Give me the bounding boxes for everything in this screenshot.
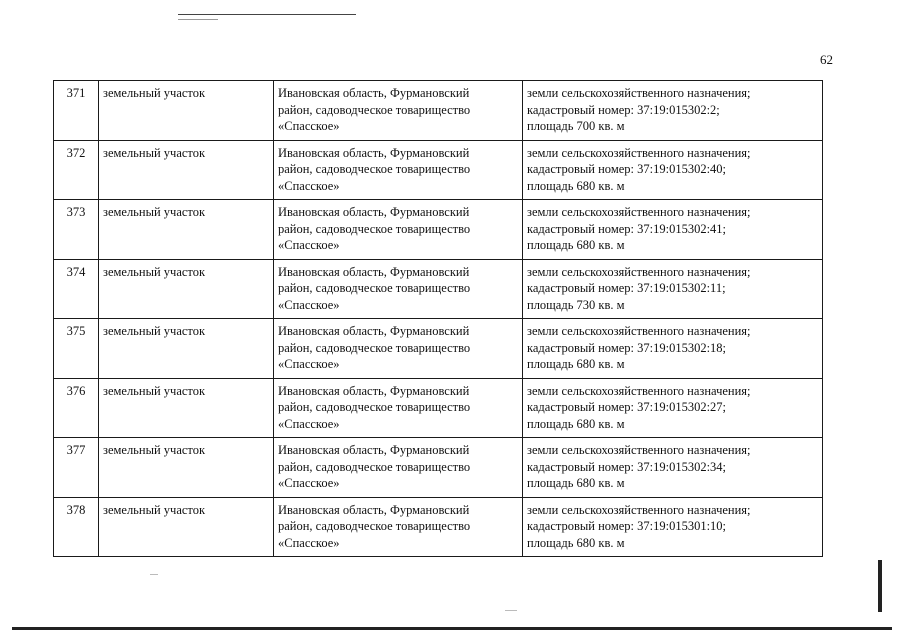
row-number-cell [54, 259, 99, 319]
table-row [54, 378, 823, 438]
land-plots-table [53, 80, 823, 557]
object-type: земельный участок [103, 443, 206, 457]
table-row [54, 259, 823, 319]
address-cell [274, 319, 523, 379]
table-row [54, 319, 823, 379]
row-number: 377 [66, 443, 86, 457]
scan-artifact-top-dash [178, 19, 218, 20]
row-number: 374 [66, 264, 86, 279]
row-number-cell [54, 81, 99, 141]
object-type: земельный участок [103, 383, 206, 398]
description-cell [523, 200, 823, 260]
row-number: 373 [66, 205, 86, 219]
row-number-cell [54, 378, 99, 438]
table-row [54, 81, 823, 141]
description-cell [523, 81, 823, 141]
row-number-cell [54, 497, 99, 557]
description-line: земли сельскохозяйственного назначения; [527, 502, 751, 517]
description-line: площадь 680 кв. м [527, 416, 625, 431]
address-line: район, садоводческое товарищество [278, 400, 471, 414]
description-line: площадь 680 кв. м [527, 535, 625, 550]
description-line: земли сельскохозяйственного назначения; [527, 264, 751, 279]
description-line: кадастровый номер: 37:19:015302:40; [527, 162, 727, 176]
scan-artifact-smudge [505, 610, 517, 611]
row-number: 376 [66, 383, 86, 398]
address-line: район, садоводческое товарищество [278, 340, 471, 355]
scan-artifact-smudge [150, 574, 158, 575]
description-line: кадастровый номер: 37:19:015301:10; [527, 519, 727, 533]
description-line: кадастровый номер: 37:19:015302:27; [527, 400, 727, 414]
object-type-cell [99, 81, 274, 141]
object-type-cell [99, 259, 274, 319]
object-type: земельный участок [103, 86, 206, 100]
address-line: Ивановская область, Фурмановский [278, 145, 470, 160]
address-line: «Спасское» [278, 297, 340, 312]
address-line: Ивановская область, Фурмановский [278, 383, 470, 398]
description-line: площадь 730 кв. м [527, 297, 625, 312]
description-line: площадь 680 кв. м [527, 476, 625, 490]
address-line: район, садоводческое товарищество [278, 281, 471, 295]
object-type-cell [99, 319, 274, 379]
address-line: Ивановская область, Фурмановский [278, 86, 470, 100]
address-cell [274, 378, 523, 438]
description-line: кадастровый номер: 37:19:015302:34; [527, 459, 727, 474]
row-number: 372 [66, 145, 86, 160]
address-line: «Спасское» [278, 178, 340, 193]
address-cell [274, 200, 523, 260]
description-line: земли сельскохозяйственного назначения; [527, 443, 751, 457]
address-line: район, садоводческое товарищество [278, 459, 471, 474]
address-line: район, садоводческое товарищество [278, 162, 471, 176]
address-line: район, садоводческое товарищество [278, 102, 471, 117]
table-row [54, 200, 823, 260]
address-line: «Спасское» [278, 238, 340, 252]
object-type-cell [99, 140, 274, 200]
address-cell [274, 140, 523, 200]
address-line: «Спасское» [278, 357, 340, 371]
description-line: площадь 700 кв. м [527, 119, 625, 133]
address-line: «Спасское» [278, 476, 340, 490]
address-line: Ивановская область, Фурмановский [278, 502, 470, 517]
address-line: район, садоводческое товарищество [278, 221, 471, 236]
object-type: земельный участок [103, 145, 206, 160]
description-line: кадастровый номер: 37:19:015302:11; [527, 281, 726, 295]
address-line: Ивановская область, Фурмановский [278, 264, 470, 279]
row-number-cell [54, 319, 99, 379]
table-body [54, 81, 823, 557]
scan-artifact-top-line [178, 14, 356, 15]
description-cell [523, 438, 823, 498]
description-cell [523, 319, 823, 379]
address-line: Ивановская область, Фурмановский [278, 324, 470, 338]
description-line: земли сельскохозяйственного назначения; [527, 324, 751, 338]
object-type: земельный участок [103, 205, 206, 219]
description-line: площадь 680 кв. м [527, 238, 625, 252]
description-cell [523, 140, 823, 200]
description-cell [523, 497, 823, 557]
description-line: земли сельскохозяйственного назначения; [527, 383, 751, 398]
row-number: 371 [66, 86, 86, 100]
description-line: кадастровый номер: 37:19:015302:41; [527, 221, 727, 236]
address-cell [274, 497, 523, 557]
description-cell [523, 259, 823, 319]
description-line: земли сельскохозяйственного назначения; [527, 205, 751, 219]
row-number: 378 [66, 502, 86, 517]
object-type-cell [99, 438, 274, 498]
address-line: «Спасское» [278, 119, 340, 133]
object-type-cell [99, 378, 274, 438]
row-number-cell [54, 438, 99, 498]
table-row [54, 140, 823, 200]
description-line: площадь 680 кв. м [527, 178, 625, 193]
object-type-cell [99, 497, 274, 557]
address-cell [274, 259, 523, 319]
description-cell [523, 378, 823, 438]
description-line: земли сельскохозяйственного назначения; [527, 145, 751, 160]
description-line: земли сельскохозяйственного назначения; [527, 86, 751, 100]
object-type-cell [99, 200, 274, 260]
description-line: площадь 680 кв. м [527, 357, 625, 371]
table-row [54, 497, 823, 557]
table-row [54, 438, 823, 498]
row-number-cell [54, 140, 99, 200]
description-line: кадастровый номер: 37:19:015302:18; [527, 340, 727, 355]
address-line: Ивановская область, Фурмановский [278, 443, 470, 457]
row-number: 375 [66, 324, 86, 338]
object-type: земельный участок [103, 264, 206, 279]
address-line: «Спасское» [278, 535, 340, 550]
description-line: кадастровый номер: 37:19:015302:2; [527, 102, 720, 117]
address-line: Ивановская область, Фурмановский [278, 205, 470, 219]
object-type: земельный участок [103, 324, 206, 338]
row-number-cell [54, 200, 99, 260]
scan-artifact-bottom-line [12, 627, 892, 630]
address-line: район, садоводческое товарищество [278, 519, 471, 533]
address-cell [274, 81, 523, 141]
scan-artifact-right-bar [878, 560, 882, 612]
object-type: земельный участок [103, 502, 206, 517]
address-line: «Спасское» [278, 416, 340, 431]
page-number: 62 [820, 52, 833, 67]
address-cell [274, 438, 523, 498]
